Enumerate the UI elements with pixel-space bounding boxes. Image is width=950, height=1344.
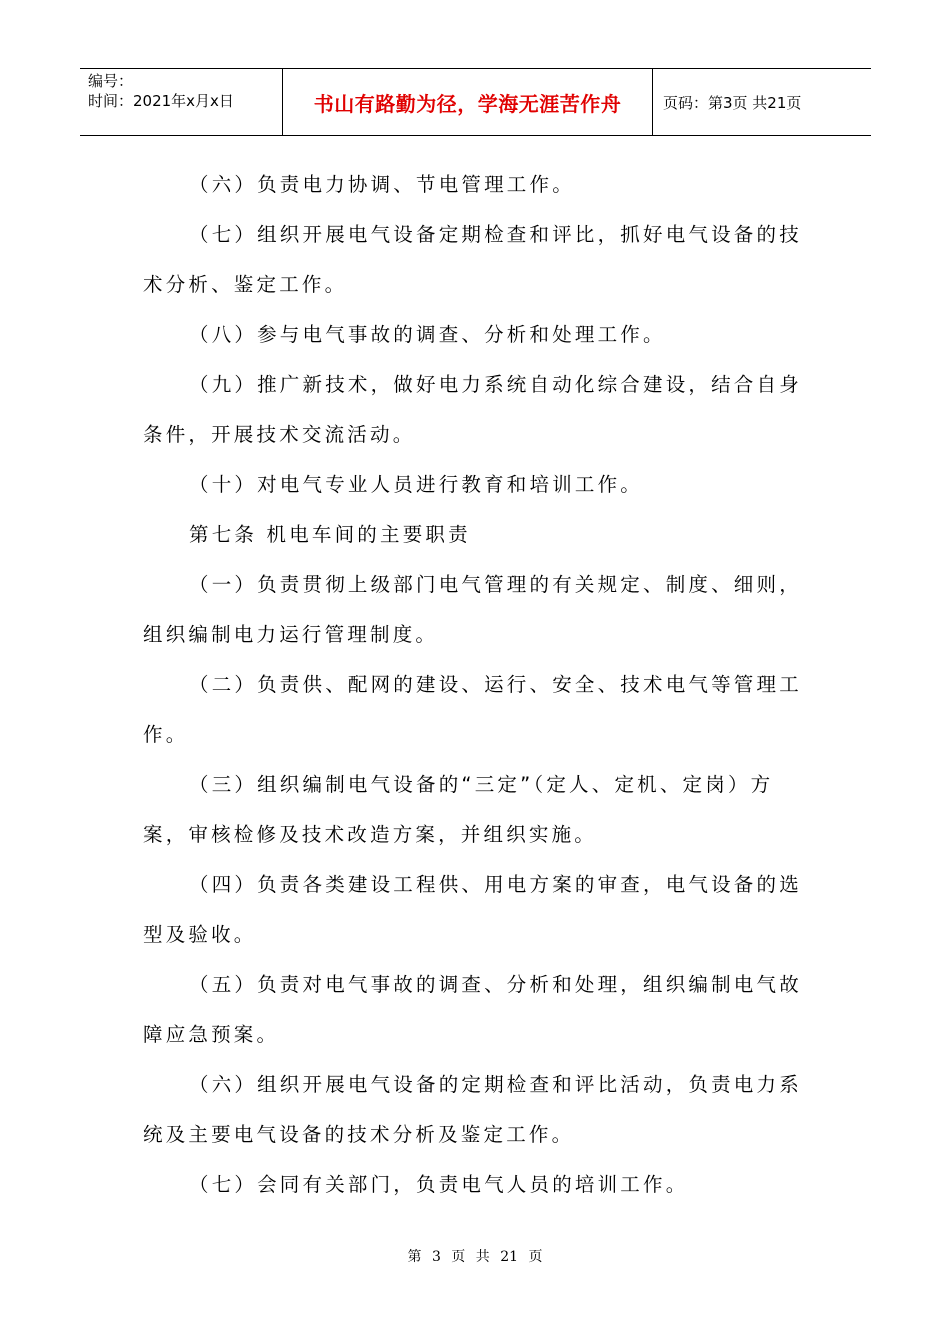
header-page-info: 页码：第3页 共21页 (663, 93, 802, 112)
header-meta (80, 69, 282, 135)
body-line: （六）组织开展电气设备的定期检查和评比活动，负责电力系 (189, 1073, 802, 1096)
body-line: 术分析、鉴定工作。 (143, 273, 348, 296)
body-line: 组织编制电力运行管理制度。 (143, 623, 439, 646)
body-line: （五）负责对电气事故的调查、分析和处理，组织编制电气故 (189, 973, 802, 996)
body-line: （二）负责供、配网的建设、运行、安全、技术电气等管理工 (189, 673, 802, 696)
body-line: （八）参与电气事故的调查、分析和处理工作。 (189, 323, 666, 346)
header-motto: 书山有路勤为径，学海无涯苦作舟 (282, 69, 653, 135)
page-footer: 第 3 页 共 21 页 (407, 1249, 543, 1265)
body-line: （三）组织编制电气设备的“三定”（定人、定机、定岗）方 (189, 773, 774, 796)
body-line: 第七条 机电车间的主要职责 (189, 523, 471, 546)
body-line: （九）推广新技术，做好电力系统自动化综合建设，结合自身 (189, 373, 802, 396)
body-line: （六）负责电力协调、节电管理工作。 (189, 173, 575, 196)
body-line: （七）组织开展电气设备定期检查和评比，抓好电气设备的技 (189, 223, 802, 246)
document-date: 时间：2021年x月x日 (88, 92, 234, 110)
body-line: 障应急预案。 (143, 1023, 280, 1046)
body-line: 案，审核检修及技术改造方案，并组织实施。 (143, 823, 598, 846)
body-line: （四）负责各类建设工程供、用电方案的审查，电气设备的选 (189, 873, 802, 896)
body-line: （十）对电气专业人员进行教育和培训工作。 (189, 473, 644, 496)
document-body (143, 160, 811, 1210)
body-line: 统及主要电气设备的技术分析及鉴定工作。 (143, 1123, 575, 1146)
body-line: 型及验收。 (143, 923, 257, 946)
body-line: （七）会同有关部门，负责电气人员的培训工作。 (189, 1173, 689, 1196)
body-line: （一）负责贯彻上级部门电气管理的有关规定、制度、细则， (189, 573, 802, 596)
body-line: 条件，开展技术交流活动。 (143, 423, 416, 446)
body-line: 作。 (143, 723, 189, 746)
document-header (80, 68, 871, 136)
document-number-label: 编号： (88, 72, 134, 90)
